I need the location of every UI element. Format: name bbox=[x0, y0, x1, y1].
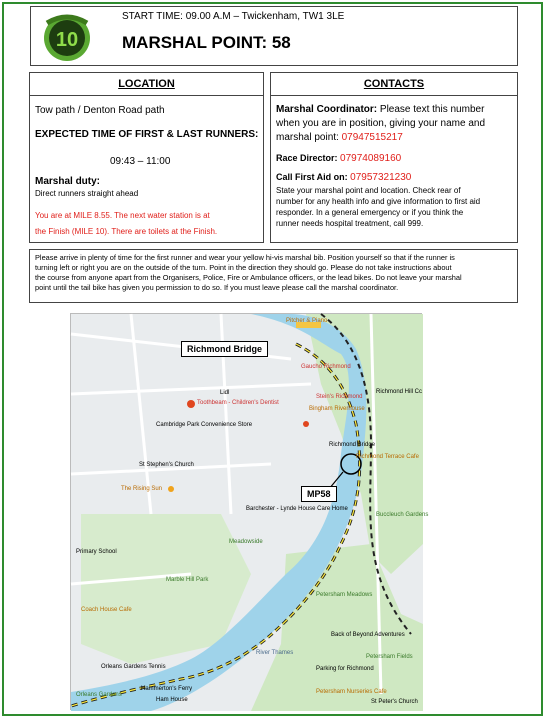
location-box bbox=[29, 72, 264, 243]
marshal-point-title: MARSHAL POINT: 58 bbox=[122, 33, 291, 52]
contacts-title: CONTACTS bbox=[363, 78, 425, 90]
info-line-3: the course from anyone apart from the Organisers, Police, Fire or Ambulance officers, or the lead bikes. Do not leave your marshal bbox=[35, 273, 462, 282]
mp-label: MP58 bbox=[301, 486, 337, 502]
director-label: Race Director: bbox=[276, 153, 341, 163]
place-gaucho: Gaucho Richmond bbox=[301, 364, 351, 370]
place-st-peters: St Peter's Church bbox=[371, 699, 418, 705]
place-river-thames: River Thames bbox=[256, 650, 294, 656]
place-richmond-hill: Richmond Hill Cc bbox=[376, 389, 423, 395]
mile-notice-1: You are at MILE 8.55. The next water station is at bbox=[35, 211, 210, 220]
start-time: START TIME: 09.00 A.M – Twickenham, TW1 3LE bbox=[122, 11, 345, 22]
info-line-4: point until the tail bike has given you permission to do so. If you must leave please call the marshal coordinator. bbox=[35, 283, 399, 292]
richmond-bridge-label: Richmond Bridge bbox=[181, 341, 268, 357]
place-parking: Parking for Richmond bbox=[316, 666, 374, 672]
expected-label: EXPECTED TIME OF FIRST & LAST RUNNERS: bbox=[35, 129, 259, 140]
coordinator-label: Marshal Coordinator: bbox=[276, 104, 378, 115]
place-orleans: Orleans Gardens bbox=[76, 692, 122, 698]
place-coach-house: Coach House Cafe bbox=[81, 607, 132, 613]
first-aid-line bbox=[276, 172, 411, 183]
place-orleans-tennis: Orleans Gardens Tennis bbox=[101, 664, 166, 670]
director-phone[interactable]: 07974089160 bbox=[340, 153, 402, 164]
svg-text:10: 10 bbox=[55, 29, 79, 51]
instructions-2: number for any health info and give information to first aid bbox=[276, 197, 481, 206]
coordinator-line-1 bbox=[276, 104, 484, 115]
location-title: LOCATION bbox=[118, 78, 175, 90]
place-stephens: St Stephen's Church bbox=[139, 462, 194, 468]
first-aid-phone[interactable]: 07957321230 bbox=[350, 172, 412, 183]
place-petersham-meadows: Petersham Meadows bbox=[316, 592, 373, 598]
place-petersham-fields: Petersham Fields bbox=[366, 654, 413, 660]
place-barchester: Barchester - Lynde House Care Home bbox=[246, 506, 348, 512]
coordinator-line-2: when you are in position, giving your name and bbox=[276, 118, 486, 129]
contacts-box bbox=[270, 72, 518, 243]
place-back-of-beyond: Back of Beyond Adventures bbox=[331, 632, 405, 638]
place-nurseries: Petersham Nurseries Cafe bbox=[316, 689, 387, 695]
location-place: Tow path / Denton Road path bbox=[35, 105, 165, 116]
place-cambridge: Cambridge Park Convenience Store bbox=[156, 422, 253, 428]
duty-text: Direct runners straight ahead bbox=[35, 189, 139, 198]
coordinator-instruction: Please text this number bbox=[377, 104, 485, 115]
place-buccleuch: Buccleuch Gardens bbox=[376, 512, 429, 518]
instructions-box bbox=[29, 249, 518, 303]
coordinator-line-3-text: marshal point: bbox=[276, 132, 342, 143]
place-meadowside: Meadowside bbox=[229, 539, 263, 545]
place-rising-sun: The Rising Sun bbox=[121, 486, 163, 492]
place-toothbeam: Toothbeam - Children's Dentist bbox=[197, 400, 279, 406]
place-steins: Stein's Richmond bbox=[316, 394, 363, 400]
place-bingham: Bingham Riverhouse bbox=[309, 406, 365, 412]
runner-times: 09:43 – 11:00 bbox=[110, 156, 171, 167]
director-line bbox=[276, 153, 401, 164]
instructions-3: responder. In a general emergency or if you think the bbox=[276, 208, 464, 217]
place-lidl: Lidl bbox=[220, 390, 230, 396]
info-line-2: turning left or right you are on the outside of the turn. Point in the direction they should go. Please do not take instructions about bbox=[35, 263, 452, 272]
map-canvas bbox=[71, 314, 423, 711]
first-aid-label: Call First Aid on: bbox=[276, 172, 351, 182]
coordinator-phone[interactable]: 07947515217 bbox=[341, 132, 403, 143]
duty-label: Marshal duty: bbox=[35, 176, 101, 187]
place-pitcher: Pitcher & Piano bbox=[286, 318, 328, 324]
place-richmond-bridge-label: Richmond Bridge bbox=[329, 442, 376, 448]
info-line-1: Please arrive in plenty of time for the first runner and wear your yellow hi-vis marshal bib. Position yourself so that if the runner is bbox=[35, 253, 455, 262]
place-primary: Primary School bbox=[76, 549, 117, 555]
course-map[interactable] bbox=[70, 313, 429, 710]
place-ham-house: Ham House bbox=[156, 697, 188, 703]
coordinator-line-3 bbox=[276, 132, 403, 143]
place-hammerton: Hammerton's Ferry bbox=[141, 686, 193, 692]
place-terrace: Richmond Terrace Cafe bbox=[356, 454, 419, 460]
race-logo bbox=[41, 11, 93, 63]
place-marble-hill: Marble Hill Park bbox=[166, 577, 209, 583]
instructions-1: State your marshal point and location. Check rear of bbox=[276, 186, 461, 195]
instructions-4: runner needs hospital treatment, call 999. bbox=[276, 219, 424, 228]
header-box bbox=[30, 6, 518, 66]
mile-notice-2: the Finish (MILE 10). There are toilets at the Finish. bbox=[35, 227, 218, 236]
